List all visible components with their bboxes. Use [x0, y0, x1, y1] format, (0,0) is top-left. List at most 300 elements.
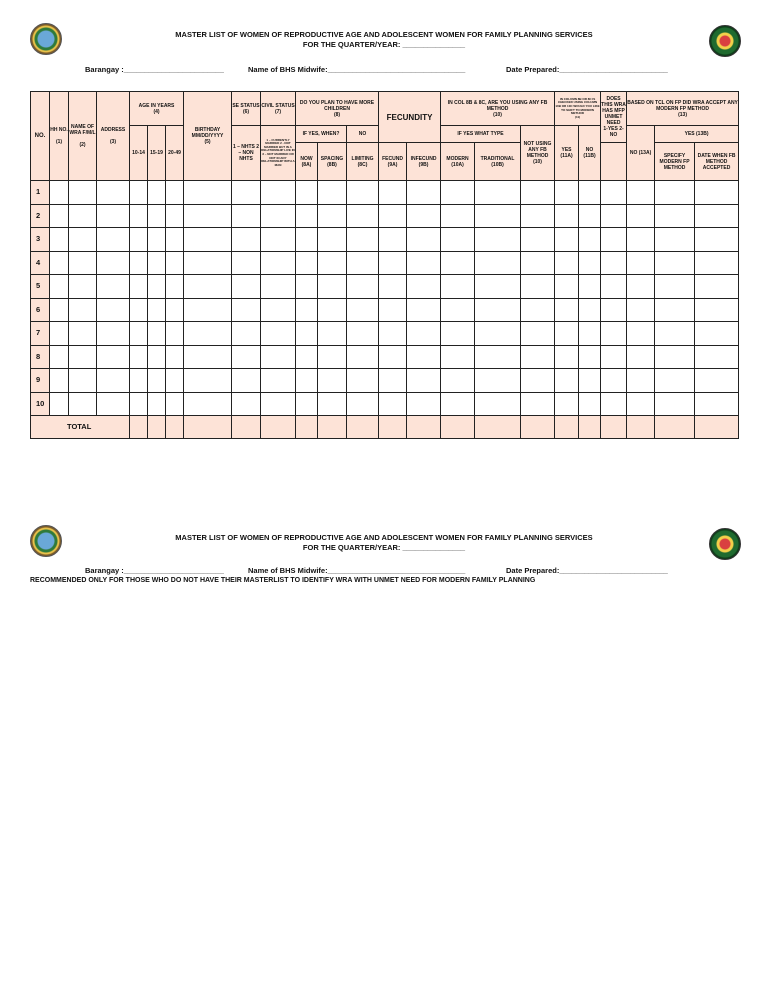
table-cell[interactable] — [407, 204, 441, 228]
table-cell[interactable] — [318, 204, 347, 228]
table-cell[interactable] — [441, 181, 475, 205]
table-cell[interactable] — [261, 251, 296, 275]
table-cell[interactable] — [166, 369, 184, 393]
table-cell[interactable] — [441, 369, 475, 393]
table-cell[interactable] — [379, 392, 407, 416]
table-cell[interactable] — [166, 181, 184, 205]
table-cell[interactable] — [579, 369, 601, 393]
table-cell[interactable] — [601, 275, 627, 299]
table-cell[interactable] — [475, 204, 521, 228]
table-cell[interactable] — [232, 345, 261, 369]
table-cell[interactable] — [97, 228, 130, 252]
table-cell[interactable] — [521, 181, 555, 205]
table-cell[interactable] — [296, 204, 318, 228]
table-cell[interactable] — [655, 204, 695, 228]
table-cell[interactable] — [166, 251, 184, 275]
col-accept-header: BASED ON TCL ON FP DID WRA ACCEPT ANY MODERN FP METHOD (13) — [627, 92, 739, 126]
table-cell[interactable] — [407, 322, 441, 346]
table-cell[interactable] — [407, 181, 441, 205]
table-cell[interactable] — [379, 369, 407, 393]
table-cell[interactable] — [407, 369, 441, 393]
table-cell[interactable] — [184, 298, 232, 322]
table-cell[interactable] — [148, 275, 166, 299]
total-cell[interactable] — [347, 416, 379, 439]
table-cell[interactable] — [407, 228, 441, 252]
table-cell[interactable] — [166, 392, 184, 416]
table-cell[interactable] — [50, 298, 69, 322]
col-hh-header: HH NO. (1) — [50, 92, 69, 181]
table-cell[interactable] — [655, 275, 695, 299]
date-prepared-field: Date Prepared:__________________________ — [506, 65, 668, 74]
table-cell[interactable] — [579, 228, 601, 252]
table-cell[interactable] — [695, 204, 739, 228]
table-cell[interactable] — [148, 298, 166, 322]
table-cell[interactable] — [655, 181, 695, 205]
row-number: 6 — [31, 298, 50, 322]
table-cell[interactable] — [627, 392, 655, 416]
table-cell[interactable] — [232, 275, 261, 299]
table-cell[interactable] — [232, 251, 261, 275]
table-cell[interactable] — [184, 228, 232, 252]
table-cell[interactable] — [347, 204, 379, 228]
table-cell[interactable] — [97, 181, 130, 205]
table-cell[interactable] — [601, 204, 627, 228]
form2-title-line2: FOR THE QUARTER/YEAR: _______________ — [302, 543, 466, 552]
table-cell[interactable] — [555, 275, 579, 299]
col-civil-codes: 1 – CURRENTLY MARRIED 2 - NOT MARRIED BUT IN A RELATIONSHIP LIVE IN 3 – NOT MARRIED OR NOT IN ANY RELATIONSHIP WITH A MAN — [261, 126, 296, 181]
table-cell[interactable] — [184, 392, 232, 416]
midwife-field-2: Name of BHS Midwife:_________________________________ — [248, 566, 466, 575]
table-cell[interactable] — [379, 228, 407, 252]
table-cell[interactable] — [347, 369, 379, 393]
table-cell[interactable] — [50, 322, 69, 346]
table-cell[interactable] — [97, 251, 130, 275]
table-cell[interactable] — [184, 181, 232, 205]
table-cell[interactable] — [148, 392, 166, 416]
table-cell[interactable] — [184, 251, 232, 275]
table-cell[interactable] — [441, 345, 475, 369]
form-title-line2: FOR THE QUARTER/YEAR: _______________ — [302, 40, 466, 49]
table-cell[interactable] — [627, 298, 655, 322]
table-cell[interactable] — [695, 345, 739, 369]
table-cell[interactable] — [148, 322, 166, 346]
table-cell[interactable] — [627, 345, 655, 369]
table-cell[interactable] — [261, 345, 296, 369]
table-cell[interactable] — [318, 322, 347, 346]
table-cell[interactable] — [655, 228, 695, 252]
table-cell[interactable] — [97, 275, 130, 299]
table-cell[interactable] — [261, 369, 296, 393]
table-cell[interactable] — [379, 322, 407, 346]
col-name-header: NAME OF WRA F/M/L (2) — [69, 92, 97, 181]
table-cell[interactable] — [441, 298, 475, 322]
table-cell[interactable] — [579, 392, 601, 416]
col-accept-no: NO (13A) — [627, 126, 655, 181]
table-cell[interactable] — [579, 204, 601, 228]
table-cell[interactable] — [521, 228, 555, 252]
table-cell[interactable] — [555, 228, 579, 252]
table-cell[interactable] — [50, 392, 69, 416]
col-civil-header: CIVIL STATUS (7) — [261, 92, 296, 126]
table-cell[interactable] — [347, 345, 379, 369]
table-cell[interactable] — [50, 204, 69, 228]
table-cell[interactable] — [407, 251, 441, 275]
table-cell[interactable] — [695, 251, 739, 275]
table-cell[interactable] — [601, 251, 627, 275]
table-cell[interactable] — [555, 181, 579, 205]
table-cell[interactable] — [184, 345, 232, 369]
table-cell[interactable] — [475, 345, 521, 369]
table-cell[interactable] — [97, 204, 130, 228]
table-cell[interactable] — [627, 228, 655, 252]
table-cell[interactable] — [184, 322, 232, 346]
table-cell[interactable] — [627, 322, 655, 346]
table-cell[interactable] — [347, 298, 379, 322]
table-cell[interactable] — [50, 228, 69, 252]
table-row — [31, 228, 739, 252]
row-number: 5 — [31, 275, 50, 299]
table-cell[interactable] — [601, 392, 627, 416]
table-cell[interactable] — [441, 228, 475, 252]
table-cell[interactable] — [521, 392, 555, 416]
table-cell[interactable] — [166, 228, 184, 252]
total-cell[interactable] — [296, 416, 318, 439]
table-cell[interactable] — [232, 204, 261, 228]
table-cell[interactable] — [475, 251, 521, 275]
table-cell[interactable] — [318, 298, 347, 322]
col-traditional: TRADITIONAL (10B) — [475, 143, 521, 181]
total-cell[interactable] — [232, 416, 261, 439]
table-cell[interactable] — [441, 275, 475, 299]
table-cell[interactable] — [441, 392, 475, 416]
total-cell[interactable] — [655, 416, 695, 439]
table-cell[interactable] — [130, 204, 148, 228]
table-cell[interactable] — [347, 275, 379, 299]
table-cell[interactable] — [695, 392, 739, 416]
table-cell[interactable] — [232, 322, 261, 346]
table-cell[interactable] — [166, 322, 184, 346]
table-cell[interactable] — [97, 322, 130, 346]
table-cell[interactable] — [475, 369, 521, 393]
table-cell[interactable] — [655, 322, 695, 346]
col-now: NOW (8A) — [296, 143, 318, 181]
total-cell[interactable] — [407, 416, 441, 439]
table-cell[interactable] — [318, 345, 347, 369]
table-cell[interactable] — [555, 392, 579, 416]
table-cell[interactable] — [97, 392, 130, 416]
table-cell[interactable] — [441, 322, 475, 346]
table-cell[interactable] — [148, 369, 166, 393]
table-cell[interactable] — [407, 298, 441, 322]
total-cell[interactable] — [555, 416, 579, 439]
table-cell[interactable] — [184, 369, 232, 393]
table-cell[interactable] — [148, 345, 166, 369]
table-cell[interactable] — [232, 181, 261, 205]
table-body — [31, 181, 739, 416]
table-cell[interactable] — [130, 322, 148, 346]
table-cell[interactable] — [695, 181, 739, 205]
table-cell[interactable] — [130, 181, 148, 205]
table-cell[interactable] — [148, 251, 166, 275]
table-cell[interactable] — [69, 181, 97, 205]
table-cell[interactable] — [379, 204, 407, 228]
table-cell[interactable] — [655, 298, 695, 322]
table-cell[interactable] — [296, 298, 318, 322]
table-cell[interactable] — [441, 251, 475, 275]
col-plan-no: NO — [347, 126, 379, 143]
table-cell[interactable] — [379, 298, 407, 322]
table-cell[interactable] — [379, 275, 407, 299]
table-cell[interactable] — [627, 369, 655, 393]
table-cell[interactable] — [296, 345, 318, 369]
table-cell[interactable] — [296, 392, 318, 416]
table-cell[interactable] — [521, 369, 555, 393]
table-cell[interactable] — [261, 322, 296, 346]
table-cell[interactable] — [601, 345, 627, 369]
table-cell[interactable] — [655, 251, 695, 275]
total-cell[interactable] — [521, 416, 555, 439]
table-cell[interactable] — [695, 298, 739, 322]
table-cell[interactable] — [261, 275, 296, 299]
table-cell[interactable] — [347, 392, 379, 416]
table-cell[interactable] — [261, 298, 296, 322]
table-cell[interactable] — [184, 275, 232, 299]
table-cell[interactable] — [318, 275, 347, 299]
table-cell[interactable] — [97, 298, 130, 322]
table-cell[interactable] — [555, 204, 579, 228]
table-cell[interactable] — [627, 204, 655, 228]
table-cell[interactable] — [627, 251, 655, 275]
barangay-field-2: Barangay :________________________ — [85, 566, 224, 575]
table-cell[interactable] — [50, 181, 69, 205]
col-age-10-14: 10-14 — [130, 126, 148, 181]
table-cell[interactable] — [318, 251, 347, 275]
table-cell[interactable] — [475, 275, 521, 299]
col-plan-yes: IF YES, WHEN? — [296, 126, 347, 143]
total-cell[interactable] — [695, 416, 739, 439]
col-se-header: SE STATUS (6) — [232, 92, 261, 126]
total-cell[interactable] — [627, 416, 655, 439]
table-cell[interactable] — [166, 204, 184, 228]
table-cell[interactable] — [601, 181, 627, 205]
total-cell[interactable] — [130, 416, 148, 439]
table-cell[interactable] — [50, 251, 69, 275]
table-cell[interactable] — [261, 181, 296, 205]
col-unmet-blank — [601, 143, 627, 181]
table-cell[interactable] — [69, 369, 97, 393]
table-cell[interactable] — [555, 345, 579, 369]
row-number: 10 — [31, 392, 50, 416]
table-cell[interactable] — [601, 298, 627, 322]
table-cell[interactable] — [148, 181, 166, 205]
table-cell[interactable] — [379, 181, 407, 205]
table-cell[interactable] — [475, 298, 521, 322]
table-cell[interactable] — [232, 228, 261, 252]
col-type-header: IF YES WHAT TYPE — [441, 126, 521, 143]
table-cell[interactable] — [261, 204, 296, 228]
table-cell[interactable] — [166, 345, 184, 369]
col-unmet-header: DOES THIS WRA HAS MFP UNMET NEED 1-YES 2-NO — [601, 92, 627, 143]
table-cell[interactable] — [347, 322, 379, 346]
table-cell[interactable] — [130, 275, 148, 299]
table-cell[interactable] — [296, 181, 318, 205]
col-age-header: AGE IN YEARS (4) — [130, 92, 184, 126]
table-cell[interactable] — [69, 204, 97, 228]
table-cell[interactable] — [130, 392, 148, 416]
table-cell[interactable] — [695, 228, 739, 252]
table-cell[interactable] — [69, 392, 97, 416]
table-cell[interactable] — [521, 345, 555, 369]
table-cell[interactable] — [261, 392, 296, 416]
table-cell[interactable] — [69, 228, 97, 252]
col-limiting: LIMITING (8C) — [347, 143, 379, 181]
total-label: TOTAL — [31, 416, 130, 439]
total-cell[interactable] — [261, 416, 296, 439]
col-infecund: INFECUND (9B) — [407, 143, 441, 181]
table-cell[interactable] — [232, 369, 261, 393]
table-cell[interactable] — [50, 345, 69, 369]
table-cell[interactable] — [627, 275, 655, 299]
total-cell[interactable] — [379, 416, 407, 439]
total-cell[interactable] — [166, 416, 184, 439]
table-cell[interactable] — [296, 228, 318, 252]
col-fecundity-header: FECUNDITY — [379, 92, 441, 143]
table-cell[interactable] — [475, 181, 521, 205]
table-cell[interactable] — [579, 251, 601, 275]
table-row — [31, 204, 739, 228]
table-cell[interactable] — [655, 345, 695, 369]
table-cell[interactable] — [347, 228, 379, 252]
row-number: 9 — [31, 369, 50, 393]
col-shift-yes: YES (11A) — [555, 126, 579, 181]
row-number: 7 — [31, 322, 50, 346]
total-cell[interactable] — [148, 416, 166, 439]
total-cell[interactable] — [475, 416, 521, 439]
table-cell[interactable] — [97, 369, 130, 393]
row-number: 8 — [31, 345, 50, 369]
table-row — [31, 251, 739, 275]
total-cell[interactable] — [441, 416, 475, 439]
table-cell[interactable] — [69, 298, 97, 322]
table-cell[interactable] — [695, 369, 739, 393]
table-cell[interactable] — [296, 369, 318, 393]
total-cell[interactable] — [601, 416, 627, 439]
table-cell[interactable] — [318, 369, 347, 393]
table-cell[interactable] — [579, 298, 601, 322]
table-cell[interactable] — [601, 322, 627, 346]
table-cell[interactable] — [296, 251, 318, 275]
table-cell[interactable] — [407, 275, 441, 299]
table-cell[interactable] — [50, 369, 69, 393]
table-cell[interactable] — [521, 322, 555, 346]
table-cell[interactable] — [475, 322, 521, 346]
table-cell[interactable] — [555, 251, 579, 275]
table-cell[interactable] — [579, 345, 601, 369]
table-cell[interactable] — [69, 251, 97, 275]
table-cell[interactable] — [318, 181, 347, 205]
table-cell[interactable] — [148, 204, 166, 228]
table-cell[interactable] — [521, 251, 555, 275]
table-cell[interactable] — [579, 322, 601, 346]
col-se-codes: 1 – NHTS 2 – NON NHTS — [232, 126, 261, 181]
table-cell[interactable] — [130, 228, 148, 252]
table-cell[interactable] — [318, 392, 347, 416]
table-cell[interactable] — [521, 298, 555, 322]
table-cell[interactable] — [296, 275, 318, 299]
table-cell[interactable] — [296, 322, 318, 346]
table-cell[interactable] — [695, 322, 739, 346]
table-cell[interactable] — [130, 298, 148, 322]
col-specify: SPECIFY MODERN FP METHOD — [655, 143, 695, 181]
table-cell[interactable] — [184, 204, 232, 228]
table-cell[interactable] — [130, 345, 148, 369]
table-cell[interactable] — [130, 369, 148, 393]
table-cell[interactable] — [50, 275, 69, 299]
table-cell[interactable] — [521, 204, 555, 228]
table-cell[interactable] — [475, 228, 521, 252]
table-cell[interactable] — [475, 392, 521, 416]
col-shift-no: NO (11B) — [579, 126, 601, 181]
midwife-field: Name of BHS Midwife:_________________________________ — [248, 65, 466, 74]
table-cell[interactable] — [232, 298, 261, 322]
table-row — [31, 275, 739, 299]
table-cell[interactable] — [441, 204, 475, 228]
form-title-line1: MASTER LIST OF WOMEN OF REPRODUCTIVE AGE AND ADOLESCENT WOMEN FOR FAMILY PLANNING SERVICES — [175, 30, 593, 39]
total-cell[interactable] — [579, 416, 601, 439]
row-number: 3 — [31, 228, 50, 252]
table-cell[interactable] — [69, 345, 97, 369]
table-row — [31, 322, 739, 346]
total-row — [31, 416, 739, 439]
table-row — [31, 345, 739, 369]
table-cell[interactable] — [347, 251, 379, 275]
table-cell[interactable] — [521, 275, 555, 299]
table-cell[interactable] — [407, 392, 441, 416]
table-cell[interactable] — [601, 369, 627, 393]
table-cell[interactable] — [601, 228, 627, 252]
table-cell[interactable] — [69, 275, 97, 299]
row-number: 1 — [31, 181, 50, 205]
table-cell[interactable] — [166, 298, 184, 322]
col-address-header: ADDRESS (3) — [97, 92, 130, 181]
table-cell[interactable] — [579, 275, 601, 299]
col-using-header: IN COL 8B & 8C, ARE YOU USING ANY FB METHOD (10) — [441, 92, 555, 126]
table-cell[interactable] — [555, 298, 579, 322]
table-cell[interactable] — [97, 345, 130, 369]
table-cell[interactable] — [379, 345, 407, 369]
table-cell[interactable] — [318, 228, 347, 252]
table-cell[interactable] — [261, 228, 296, 252]
total-cell[interactable] — [318, 416, 347, 439]
table-cell[interactable] — [627, 181, 655, 205]
table-cell[interactable] — [579, 181, 601, 205]
table-cell[interactable] — [407, 345, 441, 369]
table-cell[interactable] — [695, 275, 739, 299]
table-cell[interactable] — [347, 181, 379, 205]
table-cell[interactable] — [166, 275, 184, 299]
table-cell[interactable] — [555, 322, 579, 346]
table-cell[interactable] — [655, 392, 695, 416]
table-cell[interactable] — [555, 369, 579, 393]
table-cell[interactable] — [148, 228, 166, 252]
total-cell[interactable] — [184, 416, 232, 439]
table-cell[interactable] — [655, 369, 695, 393]
row-number: 4 — [31, 251, 50, 275]
table-cell[interactable] — [379, 251, 407, 275]
table-cell[interactable] — [232, 392, 261, 416]
table-cell[interactable] — [130, 251, 148, 275]
table-cell[interactable] — [69, 322, 97, 346]
